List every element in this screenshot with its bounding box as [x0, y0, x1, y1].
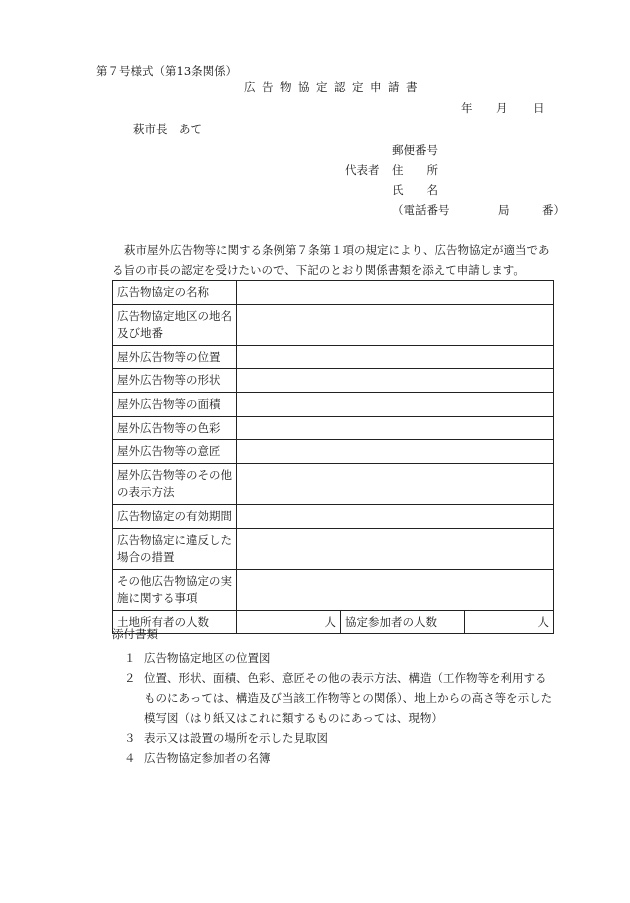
- table-row: [113, 393, 554, 417]
- row-value-cell[interactable]: [237, 464, 554, 505]
- item-text: 広告物協定地区の位置図: [144, 651, 271, 665]
- row-label: 広告物協定に違反した場合の措置: [113, 528, 237, 569]
- list-item: [112, 648, 554, 668]
- address-label: 住 所: [392, 163, 438, 177]
- item-number: ３: [124, 731, 136, 745]
- row-value-cell[interactable]: [237, 304, 554, 345]
- row-value-cell[interactable]: [237, 393, 554, 417]
- date-month-label: 月: [496, 101, 508, 115]
- attachments-title: 添付書類: [112, 627, 158, 641]
- name-label: 氏 名: [392, 183, 438, 197]
- row-label: 広告物協定の有効期間: [113, 505, 237, 529]
- row-label: 屋外広告物等の位置: [113, 345, 237, 369]
- landowner-count-cell[interactable]: [237, 610, 341, 634]
- table-row: [113, 416, 554, 440]
- form-number: 第７号様式（第13条関係）: [96, 64, 238, 78]
- table-row: [113, 569, 554, 610]
- row-label: 広告物協定の名称: [113, 281, 237, 305]
- item-number: ４: [124, 751, 136, 765]
- representative-label: 代表者: [345, 163, 380, 177]
- date-day-label: 日: [533, 101, 545, 115]
- row-label: 屋外広告物等の面積: [113, 393, 237, 417]
- row-label: 屋外広告物等の意匠: [113, 440, 237, 464]
- row-label: その他広告物協定の実施に関する事項: [113, 569, 237, 610]
- table-row: [113, 345, 554, 369]
- list-item: [112, 748, 554, 768]
- row-value-cell[interactable]: [237, 369, 554, 393]
- phone-exchange-label: 局: [498, 203, 510, 217]
- table-row: [113, 440, 554, 464]
- table-row: [113, 505, 554, 529]
- row-label: 屋外広告物等のその他の表示方法: [113, 464, 237, 505]
- participant-unit: 人: [537, 614, 549, 629]
- row-value-cell[interactable]: [237, 345, 554, 369]
- table-row: [113, 304, 554, 345]
- row-label: 屋外広告物等の色彩: [113, 416, 237, 440]
- table-row: [113, 369, 554, 393]
- item-text: 表示又は設置の場所を示した見取図: [144, 731, 328, 745]
- item-text: 位置、形状、面積、色彩、意匠その他の表示方法、構造（工作物等を利用するものにあっては、構造及び当該工作物等との関係）、地上からの高さ等を示した模写図（はり紙又はこれに類するものにあっては、現物）: [144, 671, 553, 725]
- table-row: [113, 464, 554, 505]
- participant-count-label: 協定参加者の人数: [341, 610, 465, 634]
- application-statement: 萩市屋外広告物等に関する条例第７条第１項の規定により、広告物協定が適当である旨の市長の認定を受けたいので、下記のとおり関係書類を添えて申請します。: [112, 243, 550, 277]
- zip-code-label: 郵便番号: [392, 143, 438, 157]
- row-label: 広告物協定地区の地名及び地番: [113, 304, 237, 345]
- landowner-unit: 人: [324, 614, 336, 629]
- item-number: １: [124, 651, 136, 665]
- row-value-cell[interactable]: [237, 440, 554, 464]
- table-row: [113, 528, 554, 569]
- date-year-label: 年: [461, 101, 473, 115]
- item-number: ２: [124, 671, 136, 685]
- row-value-cell[interactable]: [237, 281, 554, 305]
- row-value-cell[interactable]: [237, 569, 554, 610]
- row-value-cell[interactable]: [237, 416, 554, 440]
- row-label: 屋外広告物等の形状: [113, 369, 237, 393]
- list-item: [112, 728, 554, 748]
- landowner-count-label: 土地所有者の人数: [113, 610, 237, 634]
- application-table: [112, 280, 554, 634]
- attachments-list: [112, 648, 554, 768]
- page-title: 広告物協定認定申請書: [244, 80, 424, 94]
- item-text: 広告物協定参加者の名簿: [144, 751, 271, 765]
- count-row: [113, 610, 554, 634]
- row-value-cell[interactable]: [237, 505, 554, 529]
- phone-open-label: （電話番号: [392, 203, 450, 217]
- participant-count-cell[interactable]: [465, 610, 554, 634]
- table-row: [113, 281, 554, 305]
- phone-number-label: 番）: [542, 203, 565, 217]
- row-value-cell[interactable]: [237, 528, 554, 569]
- list-item: [112, 668, 554, 728]
- addressee: 萩市長 あて: [133, 122, 202, 136]
